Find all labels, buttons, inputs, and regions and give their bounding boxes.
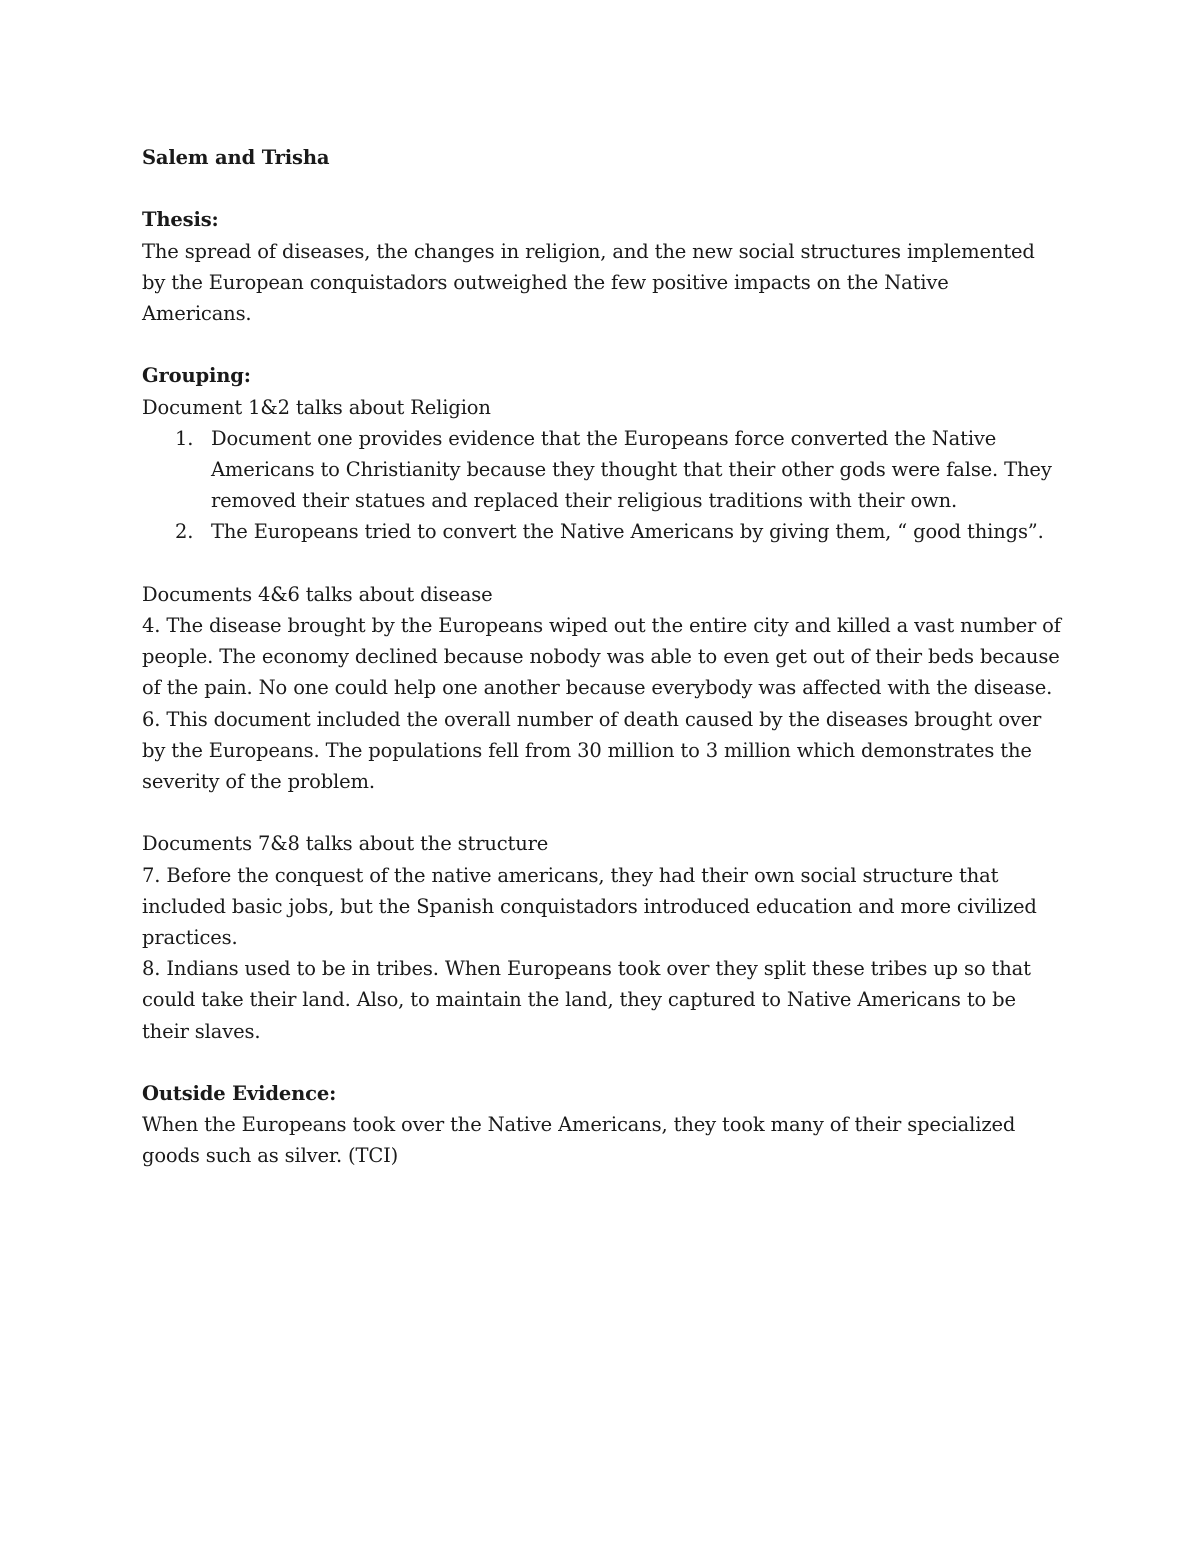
list-item (142, 516, 1062, 547)
authors-line: Salem and Trisha (142, 146, 330, 169)
document-page (142, 142, 1062, 1172)
spacer (142, 548, 1062, 579)
outside-evidence-text: When the Europeans took over the Native Americans, they took many of their specialized goods such as silver. (TCI) (142, 1113, 1016, 1168)
outside-evidence-heading: Outside Evidence: (142, 1082, 337, 1106)
grouping-heading: Grouping: (142, 364, 251, 388)
list-item (142, 423, 1062, 517)
list-item-text: The Europeans tried to convert the Native Americans by giving them, “ good things”. (211, 520, 1044, 544)
religion-group-title: Document 1&2 talks about Religion (142, 395, 491, 419)
thesis-heading: Thesis: (142, 208, 219, 232)
spacer (142, 329, 1062, 360)
structure-group-title: Documents 7&8 talks about the structure (142, 832, 549, 856)
spacer (142, 173, 1062, 204)
structure-paragraph: 7. Before the conquest of the native americans, they had their own social structure that included basic jobs, but the Spanish conquistadors introduced education and more civilized practices. (142, 863, 1037, 950)
thesis-text: The spread of diseases, the changes in religion, and the new social structures implemented by the European conquistadors outweighed the few positive impacts on the Native Americans. (142, 239, 1035, 325)
spacer (142, 797, 1062, 828)
disease-group-title: Documents 4&6 talks about disease (142, 582, 493, 606)
spacer (142, 1047, 1062, 1078)
structure-paragraph: 8. Indians used to be in tribes. When Europeans took over they split these tribes up so that could take their land. Also, to maintain the land, they captured to Native Americans to be their slaves. (142, 957, 1031, 1043)
list-item-number: 1. (175, 426, 194, 450)
religion-list (142, 423, 1062, 548)
list-item-text: Document one provides evidence that the Europeans force converted the Native Americans to Christianity because they thought that their other gods were false. They removed their statues and replaced their religious traditions with their own. (211, 426, 1052, 513)
disease-paragraph: 4. The disease brought by the Europeans wiped out the entire city and killed a vast number of people. The economy declined because nobody was able to even get out of their beds because of the pain. No one could help one another because everybody was affected with the disease. (142, 614, 1061, 700)
disease-paragraph: 6. This document included the overall number of death caused by the diseases brought over by the Europeans. The populations fell from 30 million to 3 million which demonstrates the severity of the problem. (142, 707, 1042, 794)
list-item-number: 2. (175, 520, 194, 544)
